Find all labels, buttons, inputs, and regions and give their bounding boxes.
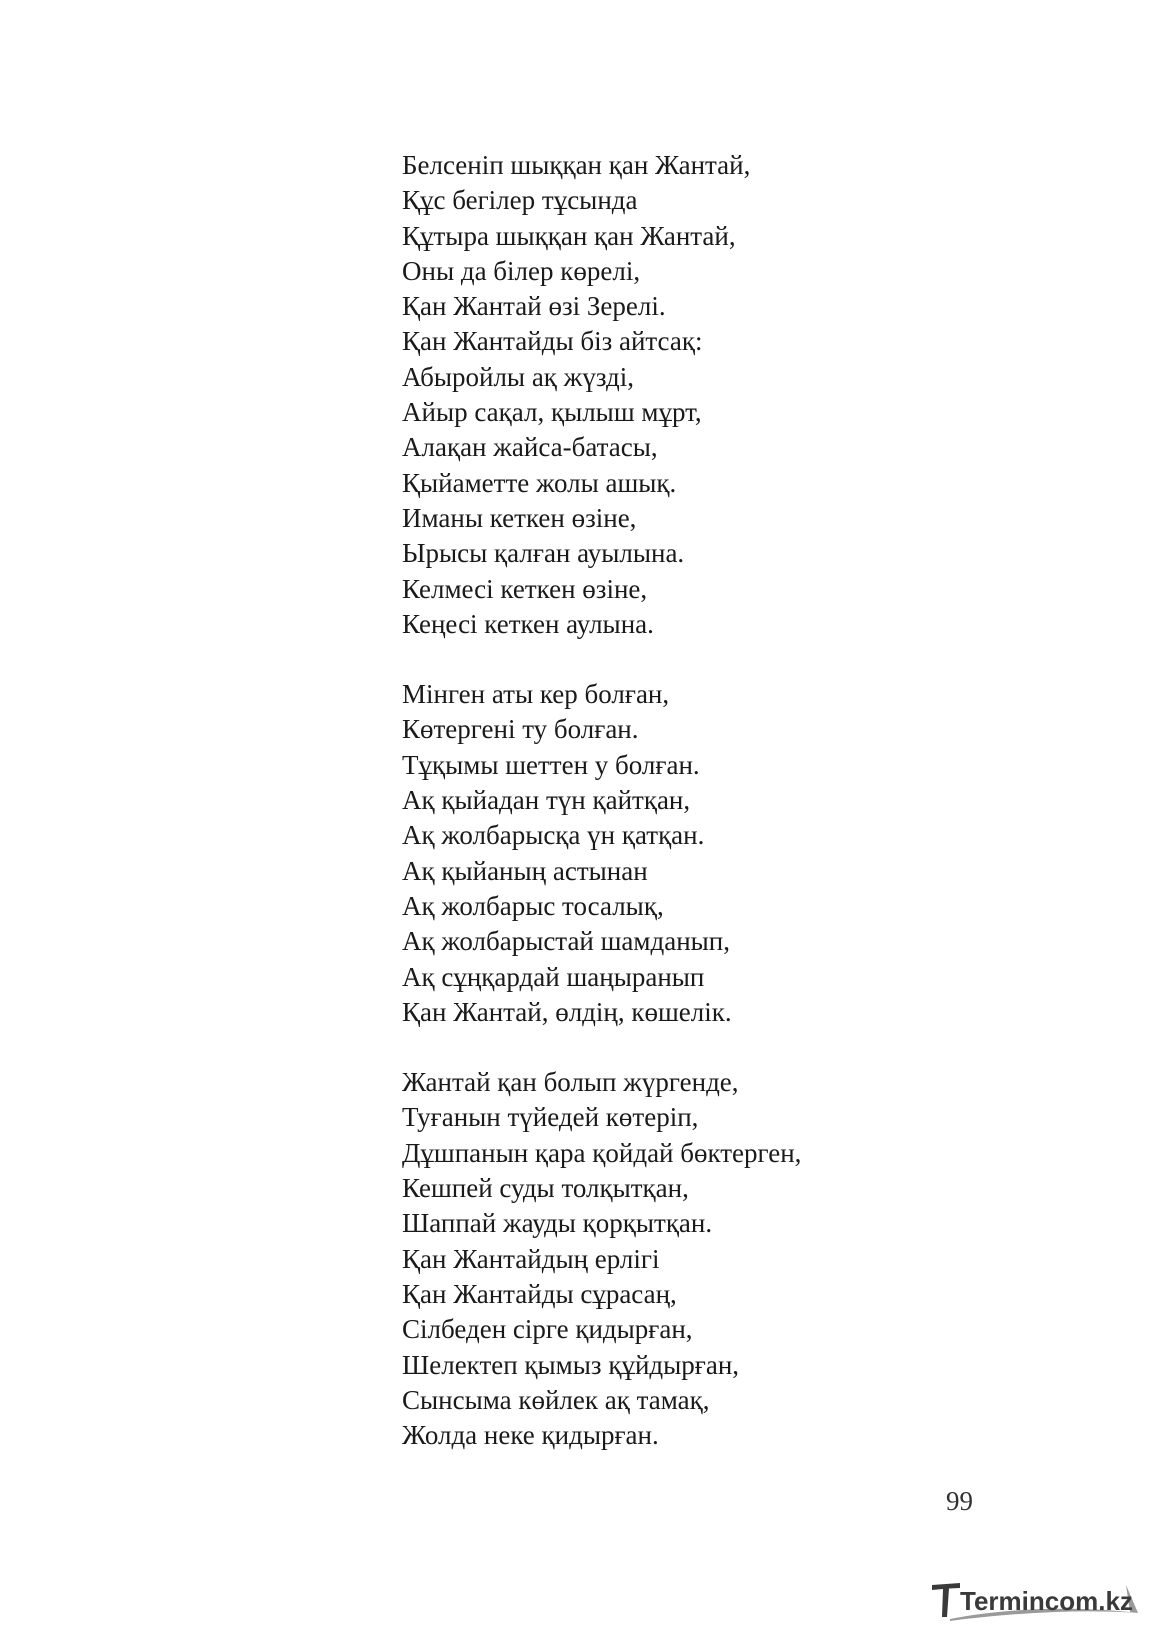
- poem-line: Айыр сақал, қылыш мұрт,: [402, 397, 702, 428]
- poem-line: Алақан жайса-батасы,: [402, 432, 658, 463]
- poem-line: Шаппай жауды қорқытқан.: [402, 1208, 713, 1239]
- poem-line: Дұшпанын қара қойдай бөктерген,: [402, 1137, 802, 1168]
- poem-line: Ақ қыйаның астынан: [402, 855, 648, 886]
- poem-line: Ақ жолбарысқа үн қатқан.: [402, 820, 705, 851]
- watermark-logo: [930, 1579, 1142, 1623]
- poem-line: Кешпей суды толқытқан,: [402, 1173, 689, 1204]
- poem-line: Құтыра шыққан қан Жантай,: [402, 220, 736, 251]
- poem-line: Белсеніп шыққан қан Жантай,: [402, 150, 751, 180]
- poem-line: Туғанын түйедей көтеріп,: [402, 1102, 699, 1133]
- poem-line: Қан Жантайды сұрасаң,: [402, 1278, 677, 1309]
- stanza: [402, 1065, 962, 1453]
- poem-body: [402, 148, 962, 1488]
- watermark-text: Termincom.kz: [960, 1586, 1133, 1616]
- poem-line: Қан Жантайды біз айтсақ:: [402, 326, 703, 357]
- poem-line: Қан Жантайдың ерлігі: [402, 1243, 660, 1274]
- poem-line: Оны да білер көрелі,: [402, 255, 641, 286]
- stanza: [402, 677, 962, 1030]
- poem-line: Жолда неке қидырған.: [402, 1420, 659, 1451]
- poem-line: Сілбеден сірге қидырған,: [402, 1314, 693, 1345]
- poem-line: Ақ сұңқардай шаңыранып: [402, 961, 705, 992]
- page-number: 99: [946, 1486, 973, 1516]
- poem-line: Жантай қан болып жүргенде,: [402, 1067, 739, 1098]
- poem-line: Кеңесі кеткен аулына.: [402, 608, 654, 639]
- poem-line: Қан Жантай өзі Зерелі.: [402, 291, 666, 322]
- poem-line: Ақ жолбарыстай шамданып,: [402, 926, 730, 957]
- poem-line: Қан Жантай, өлдің, көшелік.: [402, 996, 732, 1027]
- poem-line: Ырысы қалған ауылына.: [402, 538, 685, 569]
- termincom-logo-icon: [930, 1579, 1142, 1623]
- poem-line: Көтергені ту болған.: [402, 714, 639, 745]
- poem-line: Иманы кеткен өзіне,: [402, 502, 637, 533]
- poem-line: Тұқымы шеттен у болған.: [402, 749, 700, 780]
- poem-line: Шелектеп қымыз құйдырған,: [402, 1349, 740, 1380]
- poem-line: Сынсыма көйлек ақ тамақ,: [402, 1384, 710, 1415]
- poem-line: Ақ жолбарыс тосалық,: [402, 890, 664, 921]
- poem-line: Құс бегілер тұсында: [402, 185, 638, 216]
- poem-line: Ақ қыйадан түн қайтқан,: [402, 785, 691, 816]
- poem-line: Мінген аты кер болған,: [402, 679, 670, 710]
- stanza: [402, 148, 962, 642]
- poem-line: Абыройлы ақ жүзді,: [402, 361, 634, 392]
- poem-line: Келмесі кеткен өзіне,: [402, 573, 648, 604]
- poem-line: Қыйаметте жолы ашық.: [402, 467, 677, 498]
